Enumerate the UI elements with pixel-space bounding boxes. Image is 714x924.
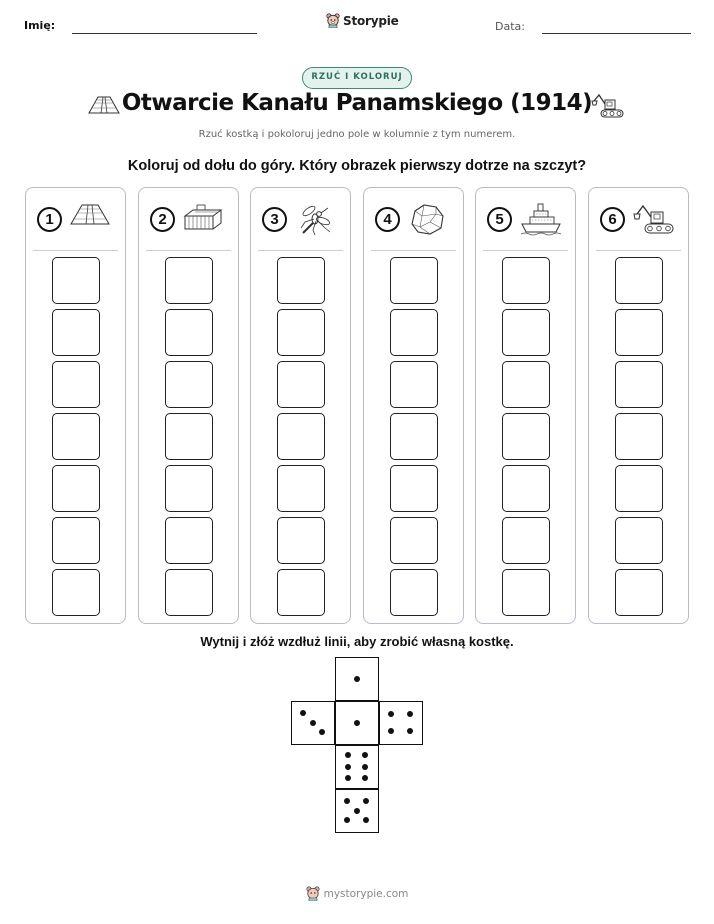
die-pip: [362, 764, 368, 770]
column-divider: [258, 250, 343, 251]
color-box[interactable]: [615, 465, 663, 512]
color-box[interactable]: [52, 257, 100, 304]
column-divider: [483, 250, 568, 251]
color-box[interactable]: [277, 569, 325, 616]
color-box[interactable]: [52, 413, 100, 460]
activity-badge: RZUĆ I KOLORUJ: [302, 67, 412, 89]
color-box[interactable]: [165, 309, 213, 356]
subtitle: Rzuć kostką i pokoloruj jedno pole w kolumnie z tym numerem.: [198, 129, 516, 140]
column-divider: [596, 250, 681, 251]
die-pip: [300, 710, 306, 716]
column-number: 5: [487, 207, 512, 232]
bear-mascot-icon: [306, 886, 320, 901]
color-box[interactable]: [615, 309, 663, 356]
die-pip: [354, 720, 360, 726]
color-box[interactable]: [277, 309, 325, 356]
color-box[interactable]: [52, 517, 100, 564]
color-box[interactable]: [502, 517, 550, 564]
column-divider: [33, 250, 118, 251]
color-box[interactable]: [52, 309, 100, 356]
die-pip: [362, 775, 368, 781]
color-box[interactable]: [615, 257, 663, 304]
color-box[interactable]: [390, 413, 438, 460]
bear-mascot-icon: [326, 13, 340, 28]
die-pip: [354, 676, 360, 682]
die-face-4: [379, 701, 423, 745]
name-label: Imię:: [24, 19, 56, 32]
color-box[interactable]: [390, 569, 438, 616]
color-box[interactable]: [390, 517, 438, 564]
color-box[interactable]: [277, 257, 325, 304]
die-pip: [363, 817, 369, 823]
color-box[interactable]: [615, 569, 663, 616]
color-box[interactable]: [165, 257, 213, 304]
steamship-icon: [520, 202, 562, 240]
color-box[interactable]: [390, 257, 438, 304]
color-box[interactable]: [502, 361, 550, 408]
column-4: [363, 187, 464, 624]
canal-icon: [70, 202, 110, 230]
column-divider: [146, 250, 231, 251]
die-face-3: [291, 701, 335, 745]
storypie-logo: [326, 13, 399, 28]
column-2: [138, 187, 239, 624]
color-box[interactable]: [277, 413, 325, 460]
color-box[interactable]: [502, 569, 550, 616]
color-box[interactable]: [165, 413, 213, 460]
column-number: 1: [37, 207, 62, 232]
column-number: 4: [375, 207, 400, 232]
cut-instruction: Wytnij i złóż wzdłuż linii, aby zrobić własną kostkę.: [200, 634, 514, 649]
color-box[interactable]: [52, 569, 100, 616]
color-box[interactable]: [390, 465, 438, 512]
color-box[interactable]: [165, 361, 213, 408]
die-pip: [363, 798, 369, 804]
coloring-instruction: Koloruj od dołu do góry. Który obrazek pierwszy dotrze na szczyt?: [127, 158, 587, 174]
die-pip: [362, 752, 368, 758]
color-box[interactable]: [277, 517, 325, 564]
color-box[interactable]: [165, 569, 213, 616]
excavator-icon: [591, 92, 625, 120]
color-box[interactable]: [390, 361, 438, 408]
canal-lock-icon: [183, 202, 223, 236]
color-box[interactable]: [52, 361, 100, 408]
color-box[interactable]: [165, 465, 213, 512]
column-number: 2: [150, 207, 175, 232]
die-face-1: [335, 701, 379, 745]
color-box[interactable]: [390, 309, 438, 356]
column-1: [25, 187, 126, 624]
page-title: Otwarcie Kanału Panamskiego (1914): [121, 90, 593, 116]
date-label: Data:: [495, 20, 525, 33]
color-box[interactable]: [165, 517, 213, 564]
brand-name: Storypie: [343, 13, 399, 28]
color-box[interactable]: [615, 361, 663, 408]
footer-url: mystorypie.com: [323, 887, 409, 900]
die-pip: [388, 711, 394, 717]
rock-icon: [408, 202, 446, 240]
color-box[interactable]: [277, 361, 325, 408]
die-pip: [319, 729, 325, 735]
color-box[interactable]: [277, 465, 325, 512]
color-box[interactable]: [615, 517, 663, 564]
die-pip: [344, 817, 350, 823]
die-face-5: [335, 789, 379, 833]
footer: [0, 886, 714, 901]
die-pip: [354, 808, 360, 814]
column-3: [250, 187, 351, 624]
die-pip: [310, 720, 316, 726]
color-box[interactable]: [502, 413, 550, 460]
excavator-icon: [633, 202, 675, 240]
color-box[interactable]: [615, 413, 663, 460]
die-pip: [407, 728, 413, 734]
die-pip: [344, 798, 350, 804]
column-6: [588, 187, 689, 624]
column-divider: [371, 250, 456, 251]
color-box[interactable]: [502, 257, 550, 304]
die-pip: [345, 752, 351, 758]
column-number: 3: [262, 207, 287, 232]
die-pip: [345, 764, 351, 770]
die-face-1: [335, 657, 379, 701]
color-box[interactable]: [502, 309, 550, 356]
die-face-6: [335, 745, 379, 789]
name-write-line[interactable]: [72, 33, 257, 34]
column-number: 6: [600, 207, 625, 232]
die-pip: [345, 775, 351, 781]
die-pip: [407, 711, 413, 717]
mosquito-icon: [295, 202, 335, 240]
die-pip: [388, 728, 394, 734]
color-box[interactable]: [52, 465, 100, 512]
date-write-line[interactable]: [542, 33, 691, 34]
column-5: [475, 187, 576, 624]
color-box[interactable]: [502, 465, 550, 512]
